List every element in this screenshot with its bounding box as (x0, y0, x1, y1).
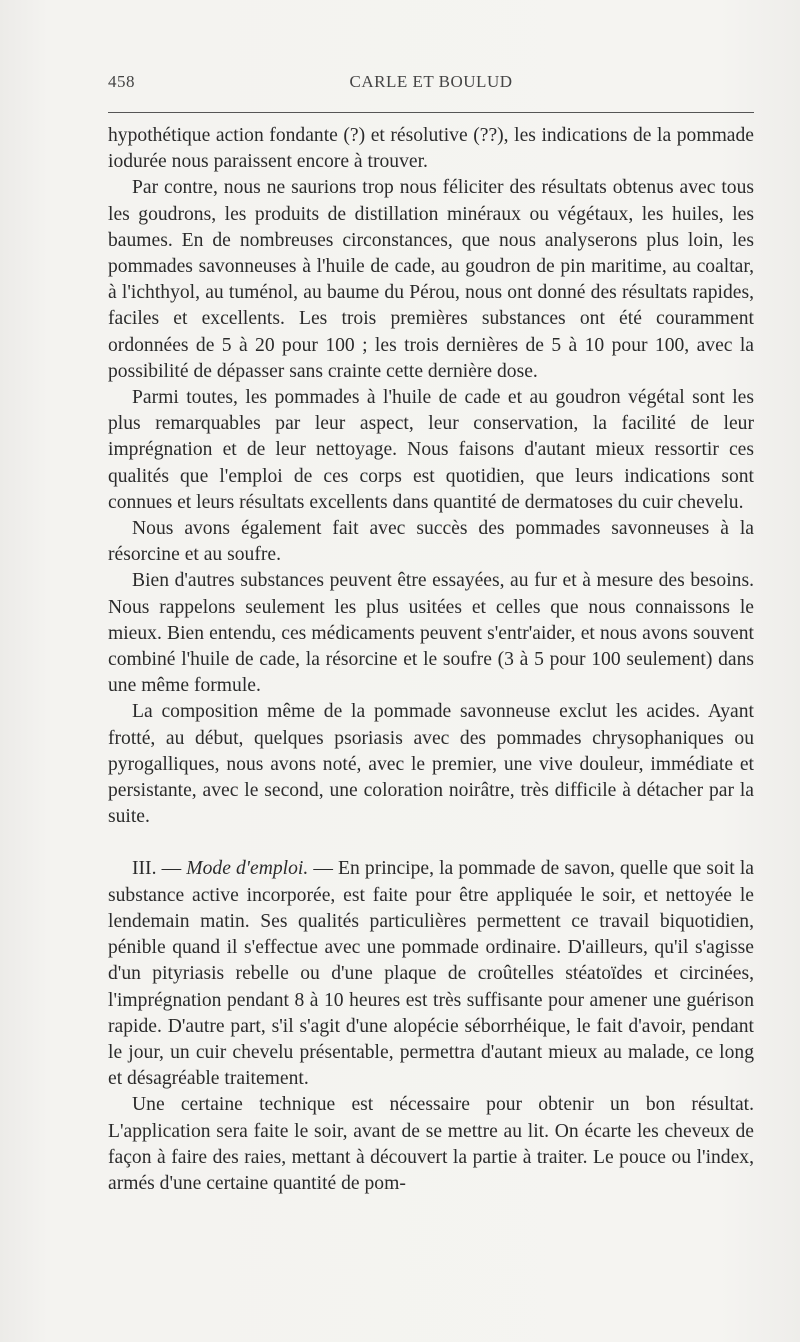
section-title: Mode d'emploi. (186, 858, 309, 880)
paragraph: Nous avons également fait avec succès des pommades savonneuses à la résorcine et au soufre. (108, 518, 754, 566)
running-head: CARLE ET BOULUD (349, 72, 513, 91)
paragraph: hypothétique action fondante (?) et résolutive (??), les indications de la pommade iodurée nous paraissent encore à trouver. (108, 125, 754, 173)
section-number: III. (132, 858, 157, 880)
header-rule (108, 112, 754, 113)
section-paragraph (108, 856, 754, 1092)
page-header (108, 68, 754, 96)
body-text (108, 123, 754, 1197)
paragraph: La composition même de la pommade savonneuse exclut les acides. Ayant frotté, au début, quelques psoriasis avec des pommades chrysophaniques ou pyrogalliques, nous avons noté, avec le premier, une vive douleur, immédiate et persistante, avec le second, une coloration noirâtre, très difficile à détacher par la suite. (108, 701, 754, 828)
page-number: 458 (108, 72, 135, 91)
paragraph: Parmi toutes, les pommades à l'huile de cade et au goudron végétal sont les plus remarquables par leur aspect, leur conservation, la facilité de leur imprégnation et de leur nettoyage. Nous faisons d'autant mieux ressortir ces qualités que l'emploi de ces corps est quotidien, que leurs indications sont connues et leurs résultats excellents dans quantité de dermatoses du cuir chevelu. (108, 387, 754, 513)
paragraph: Bien d'autres substances peuvent être essayées, au fur et à mesure des besoins. Nous rappelons seulement les plus usitées et celles que nous connaissons le mieux. Bien entendu, ces médicaments peuvent s'entr'aider, et nous avons souvent combiné l'huile de cade, la résorcine et le soufre (3 à 5 pour 100 seulement) dans une même formule. (108, 570, 754, 697)
paragraph: Une certaine technique est nécessaire pour obtenir un bon résultat. L'application sera faite le soir, avant de se mettre au lit. On écarte les cheveux de façon à faire des raies, mettant à découvert la partie à traiter. Le pouce ou l'index, armés d'une certaine quantité de pom- (108, 1094, 754, 1194)
section-text: — En principe, la pommade de savon, quelle que soit la substance active incorporée, est faite pour être appliquée le soir, et nettoyée le lendemain matin. Ses qualités particulières permettent ce travail biquotidien, pénible quand il s'effectue avec une pommade ordinaire. D'ailleurs, qu'il s'agisse d'un pityriasis rebelle ou d'une plaque de croûtelles stéatoïdes et circinées, l'imprégnation pendant 8 à 10 heures est très suffisante pour amener une guérison rapide. D'autre part, s'il s'agit d'une alopécie séborrhéique, le fait d'avoir, pendant le jour, un cuir chevelu présentable, permettra d'autant mieux au malade, ce long et désagréable traitement. (108, 858, 754, 1090)
section-dash: — (161, 858, 182, 880)
paragraph: Par contre, nous ne saurions trop nous féliciter des résultats obtenus avec tous les goudrons, les produits de distillation minéraux ou végétaux, les huiles, les baumes. En de nombreuses circonstances, que nous analyserons plus loin, les pommades savonneuses à l'huile de cade, au goudron de pin maritime, au coaltar, à l'ichthyol, au tuménol, au baume du Pérou, nous ont donné des résultats rapides, faciles et excellents. Les trois premières substances ont été couramment ordonnées de 5 à 20 pour 100 ; les trois dernières de 5 à 10 pour 100, avec la possibilité de dépasser sans crainte cette dernière dose. (108, 177, 754, 382)
